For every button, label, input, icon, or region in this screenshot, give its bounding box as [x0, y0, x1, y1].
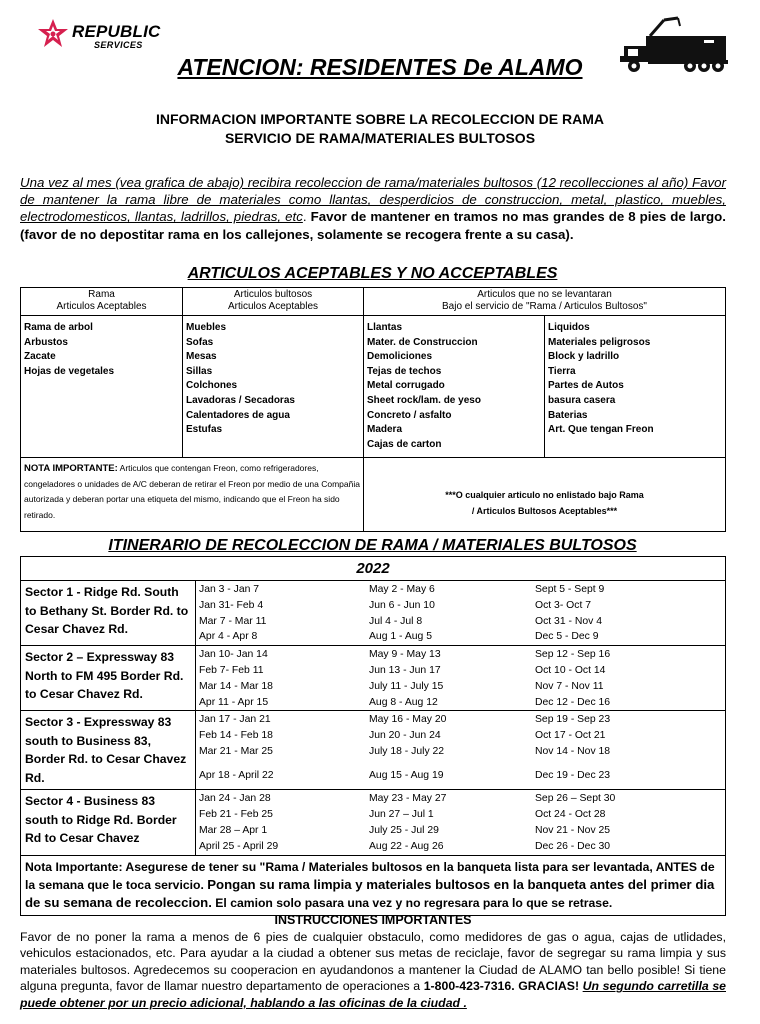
date-range: Sep 26 – Sept 30	[535, 793, 616, 805]
date-range: Aug 22 - Aug 26	[369, 840, 444, 852]
date-range: Oct 24 - Oct 28	[535, 809, 606, 821]
subtitle-line-2: SERVICIO DE RAMA/MATERIALES BULTOSOS	[224, 130, 536, 146]
page-title: ATENCION: RESIDENTES De ALAMO	[177, 54, 583, 80]
sector-row	[21, 711, 726, 790]
sector-row	[21, 581, 726, 646]
header-bultosos-line1: Articulos bultosos	[233, 289, 313, 300]
intro-bold-text: Favor de mantener en tramos no mas grandes de 8 pies de largo. (favor de no depostitar rama en los callejones, solamente se recogera frente a su casa).	[20, 209, 726, 242]
sector-1-dates	[196, 581, 726, 646]
republic-services-logo	[36, 18, 176, 58]
header-rama-line1: Rama	[88, 289, 115, 300]
header-no-aceptables-line2: Bajo el servicio de "Rama / Articulos Bultosos"	[442, 301, 647, 312]
date-range: Aug 8 - Aug 12	[369, 696, 438, 708]
list-item: Colchones	[186, 380, 238, 392]
date-range: Jan 10- Jan 14	[199, 649, 268, 661]
date-range: Dec 5 - Dec 9	[535, 631, 599, 643]
list-item: Demoliciones	[367, 351, 433, 363]
date-range: Nov 7 - Nov 11	[535, 680, 604, 692]
intro-italic-text: Una vez al mes (vea grafica de abajo) recibira recoleccion de rama/materiales bultosos (12 recollecciones al año) Favor de mantener la rama libre de materiales como llantas, desperdicios de construccion, metal, plastico, muebles, electrodomesticos, llantas, ladrillos, piedras, etc	[20, 175, 726, 225]
schedule-note-row	[21, 855, 726, 915]
date-range: Aug 15 - Aug 19	[369, 769, 444, 781]
date-range: Jan 24 - Jan 28	[199, 793, 271, 805]
date-range: Jun 27 – Jul 1	[369, 809, 434, 821]
date-range: Apr 11 - Apr 15	[199, 696, 269, 708]
date-range: July 11 - July 15	[369, 680, 444, 692]
logo-republic-text: REPUBLIC	[72, 22, 161, 41]
date-range: May 23 - May 27	[369, 793, 447, 805]
date-range: Dec 26 - Dec 30	[535, 840, 611, 852]
republic-star-icon	[36, 18, 70, 50]
list-item: Sillas	[186, 365, 213, 377]
date-range: Jan 31- Feb 4	[199, 599, 264, 611]
date-range: May 16 - May 20	[369, 714, 447, 726]
header-no-aceptables-line1: Articulos que no se levantaran	[477, 289, 612, 300]
sector-4-dates	[196, 790, 726, 855]
sector-2-dates	[196, 646, 726, 711]
date-range: Apr 18 - April 22	[199, 769, 274, 781]
date-range: May 2 - May 6	[369, 584, 435, 595]
list-item: Tierra	[548, 365, 576, 377]
sector-1-name: Sector 1 - Ridge Rd. South to Bethany St. Border Rd. to Cesar Chavez Rd.	[21, 581, 196, 646]
list-item: Baterias	[548, 409, 588, 421]
list-item: Zacate	[24, 351, 56, 363]
date-range: Oct 17 - Oct 21	[535, 730, 606, 742]
date-range: Oct 3- Oct 7	[535, 599, 592, 611]
articles-section-title: ARTICULOS ACEPTABLES Y NO ACCEPTABLES	[187, 265, 558, 282]
list-item: Estufas	[186, 424, 223, 436]
list-item: Metal corrugado	[367, 380, 445, 392]
list-item: Materiales peligrosos	[548, 336, 651, 348]
date-range: Sep 12 - Sep 16	[535, 649, 611, 661]
sector-4-name: Sector 4 - Business 83 south to Ridge Rd. Border Rd to Cesar Chavez	[21, 790, 196, 855]
date-range: Jun 20 - Jun 24	[369, 730, 441, 742]
header-rama	[21, 288, 183, 316]
year-row	[21, 557, 726, 581]
unlisted-note-line1: ***O cualquier articulo no enlistado bajo Rama	[445, 490, 644, 501]
date-range: Jun 13 - Jun 17	[369, 664, 441, 676]
no-aceptables-list-1	[364, 316, 545, 458]
date-range: Jan 3 - Jan 7	[199, 584, 260, 595]
date-range: July 18 - July 22	[369, 745, 445, 757]
date-range: Aug 1 - Aug 5	[369, 631, 432, 643]
date-range: Feb 7- Feb 11	[199, 664, 264, 676]
list-item: Calentadores de agua	[186, 409, 290, 421]
schedule-table	[20, 556, 726, 916]
unlisted-items-note	[364, 458, 726, 532]
date-range: Mar 28 – Apr 1	[199, 824, 268, 836]
date-range: Nov 14 - Nov 18	[535, 745, 611, 757]
date-range: Mar 7 - Mar 11	[199, 615, 267, 627]
date-range: Mar 14 - Mar 18	[199, 680, 273, 692]
list-item: Partes de Autos	[548, 380, 624, 392]
list-item: Mesas	[186, 351, 217, 363]
list-item: Sofas	[186, 336, 214, 348]
page-header	[0, 0, 760, 90]
header-no-aceptables	[364, 288, 726, 316]
schedule-note-part3: El camion solo pasara una vez y no regresara para lo que se retrase.	[215, 895, 613, 910]
schedule-year: 2022	[21, 557, 726, 581]
instructions-text	[20, 929, 726, 1012]
unlisted-note-line2: / Articulos Bultosos Aceptables***	[471, 506, 618, 517]
sector-2-name: Sector 2 – Expressway 83 North to FM 495 Border Rd. to Cesar Chavez Rd.	[21, 646, 196, 711]
date-range: Sep 19 - Sep 23	[535, 714, 611, 726]
rama-list	[21, 316, 183, 458]
date-range: July 25 - Jul 29	[369, 824, 439, 836]
schedule-note	[21, 855, 726, 915]
date-range: Oct 31 - Nov 4	[535, 615, 602, 627]
bultosos-list	[183, 316, 364, 458]
subtitle-line-1: INFORMACION IMPORTANTE SOBRE LA RECOLECCION DE RAMA	[156, 111, 604, 127]
header-bultosos-line2: Articulos Aceptables	[227, 301, 319, 312]
schedule-note-part1: Nota Importante: Asegurese de tener su "Rama / Materiales bultosos en la banqueta lista para ser levantada, ANTES de la semana que le toca servicio.	[25, 859, 715, 892]
list-item: basura casera	[548, 394, 616, 406]
logo-services-text: SERVICES	[94, 40, 143, 50]
freon-note-label: NOTA IMPORTANTE:	[24, 463, 118, 475]
date-range: Jul 4 - Jul 8	[369, 615, 423, 627]
sector-row	[21, 790, 726, 855]
list-item: Sheet rock/lam. de yeso	[367, 394, 481, 406]
sector-row	[21, 646, 726, 711]
freon-note-text: Articulos que contengan Freon, como refrigeradores, congeladores o unidades de A/C deberan de retirar el Freon por medio de una Compañia autorizada y deberan portar una etiqueta del mismo, indicando que el Freon ha sido retirado.	[24, 463, 360, 520]
date-range: April 25 - April 29	[199, 840, 279, 852]
date-range: May 9 - May 13	[369, 649, 441, 661]
list-item: Muebles	[186, 322, 227, 333]
list-item: Rama de arbol	[24, 322, 93, 333]
list-item: Llantas	[367, 322, 403, 333]
no-aceptables-list-2	[545, 316, 726, 458]
list-item: Arbustos	[24, 336, 68, 348]
list-item: Madera	[367, 424, 403, 436]
schedule-section-title: ITINERARIO DE RECOLECCION DE RAMA / MATERIALES BULTOSOS	[108, 537, 637, 554]
articles-header-row	[21, 288, 726, 316]
date-range: Feb 14 - Feb 18	[199, 730, 273, 742]
page-subtitle	[0, 110, 760, 148]
instructions-block	[20, 912, 726, 1012]
list-item: Tejas de techos	[367, 365, 442, 377]
instructions-title: INSTRUCCIONES IMPORTANTES	[274, 913, 472, 927]
schedule-note-part2: Pongan su rama limpia y materiales bultosos en la banqueta antes del primer dia de su semana de recoleccion.	[25, 876, 715, 910]
sector-3-name: Sector 3 - Expressway 83 south to Business 83, Border Rd. to Cesar Chavez Rd.	[21, 711, 196, 790]
sector-3-dates	[196, 711, 726, 790]
intro-paragraph: Una vez al mes (vea grafica de abajo) recibira recoleccion de rama/materiales bultosos (12 recollecciones al año) Favor de mantener la rama libre de materiales como llantas, desperdicios de construccion, metal, plastico, muebles, electrodomesticos, llantas, ladrillos, piedras, etc. Favor de mantener en tramos no mas grandes de 8 pies de largo. (favor de no depostitar rama en los callejones, solamente se recogera frente a su casa).	[20, 175, 726, 242]
date-range: Oct 10 - Oct 14	[535, 664, 606, 676]
list-item: Hojas de vegetales	[24, 365, 115, 377]
list-item: Art. Que tengan Freon	[548, 424, 654, 436]
list-item: Mater. de Construccion	[367, 336, 478, 348]
date-range: Apr 4 - Apr 8	[199, 631, 258, 643]
articles-table	[20, 287, 726, 532]
operations-phone: 1-800-423-7316. GRACIAS!	[423, 979, 580, 994]
list-item: Concreto / asfalto	[367, 409, 452, 421]
date-range: Jan 17 - Jan 21	[199, 714, 271, 726]
date-range: Jun 6 - Jun 10	[369, 599, 435, 611]
instructions-closing: Un segundo carretilla se puede obtener por un precio adicional, hablando a las oficinas de la ciudad .	[20, 979, 726, 1010]
list-item: Liquidos	[548, 322, 590, 333]
articles-note-row	[21, 458, 726, 532]
date-range: Mar 21 - Mar 25	[199, 745, 273, 757]
date-range: Feb 21 - Feb 25	[199, 809, 273, 821]
list-item: Cajas de carton	[367, 438, 442, 450]
date-range: Sept 5 - Sept 9	[535, 584, 605, 595]
list-item: Lavadoras / Secadoras	[186, 394, 295, 406]
list-item: Block y ladrillo	[548, 351, 620, 363]
freon-note	[21, 458, 364, 532]
header-bultosos	[183, 288, 364, 316]
date-range: Dec 19 - Dec 23	[535, 769, 611, 781]
date-range: Dec 12 - Dec 16	[535, 696, 611, 708]
date-range: Nov 21 - Nov 25	[535, 824, 611, 836]
instructions-body: Favor de no poner la rama a menos de 6 pies de cualquier obstaculo, como medidores de gas o agua, cajas de utlidades, vehiculos estacionados, etc. Para ayudar a la ciudad a obtener sus metas de reciclaje, favor de segregar su rama limpia y sus materiales bultosos. Agredecemos su cooperacion en ayudandonos a mantener la Ciudad de ALAMO tan bello posible! Si tiene alguna pregunta, favor de llamar nuestro departamento de operaciones a	[20, 929, 726, 994]
header-rama-line2: Articulos Aceptables	[56, 301, 147, 312]
articles-list-row	[21, 316, 726, 458]
